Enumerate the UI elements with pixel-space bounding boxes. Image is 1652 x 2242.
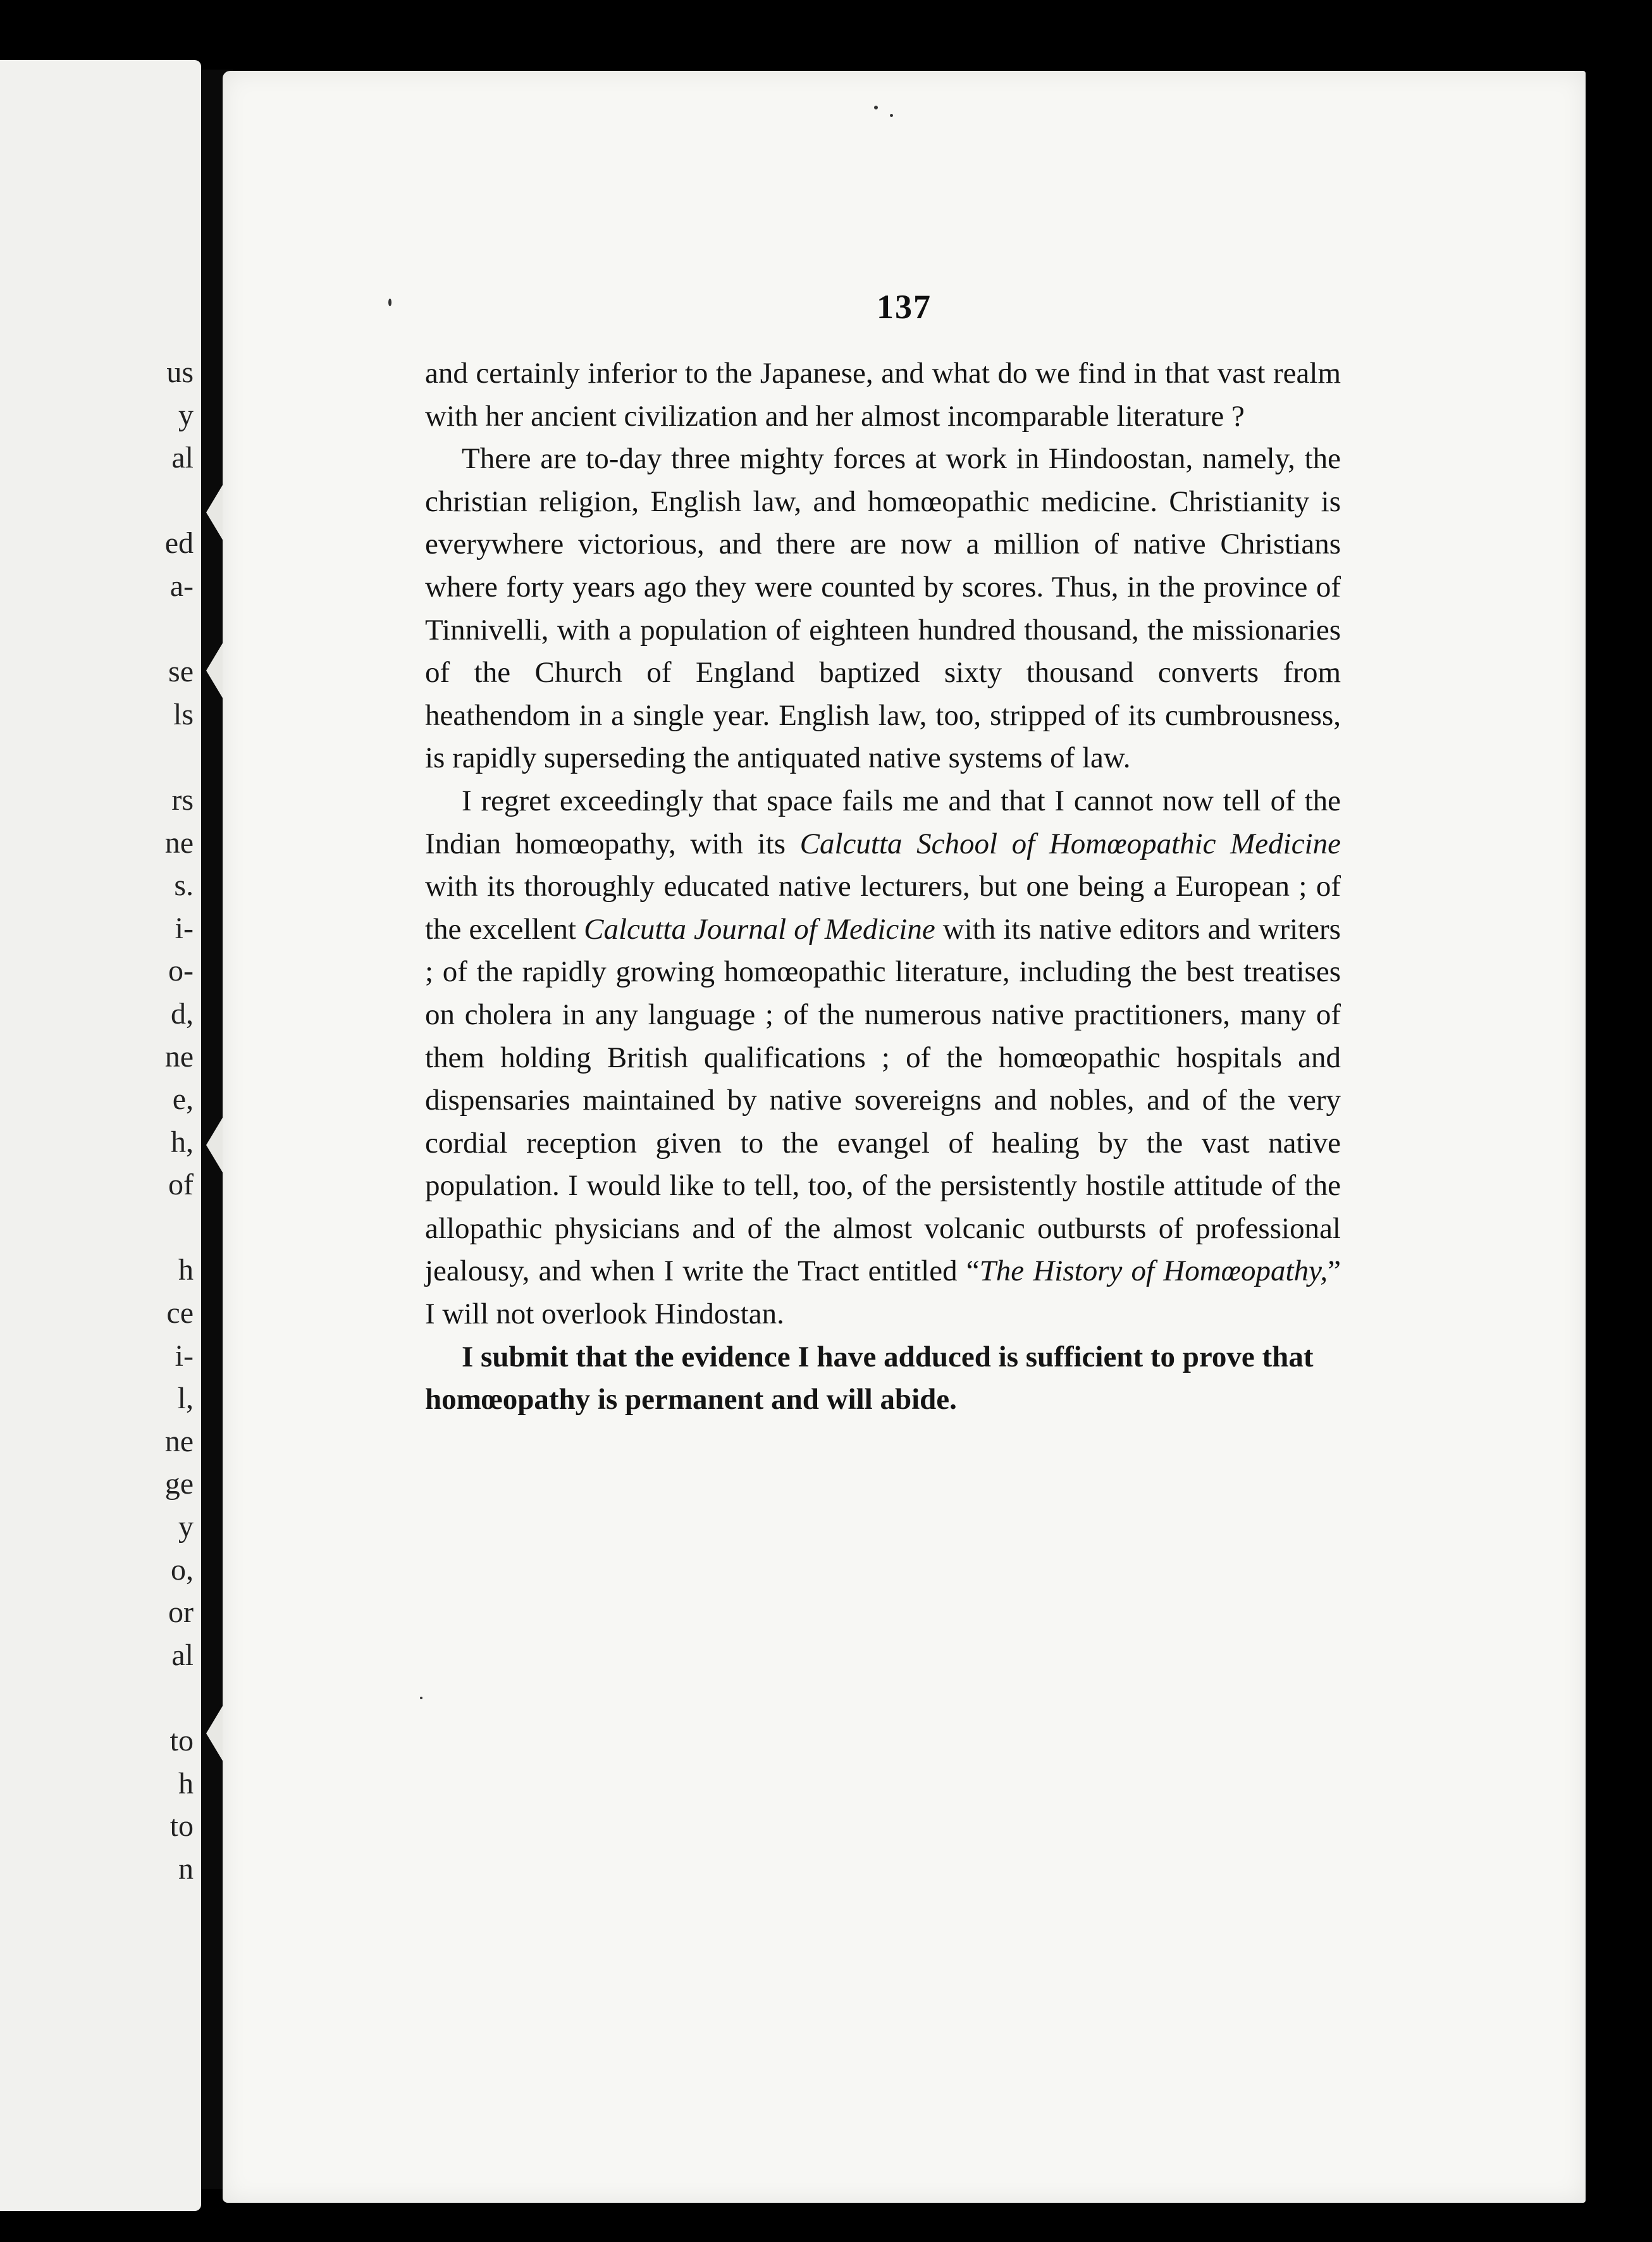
paragraph (425, 438, 1341, 780)
paper-speck (890, 114, 893, 117)
text-run: There are to-day three mighty forces at work in Hindoostan, namely, the christian religion, English law, and homœopathic medicine. Christianity is everywhere victorious, and there are now a million of native Christians where forty years ago they were counted by scores. Thus, in the province of Tinnivelli, with a population of eighteen hundred thousand, the missionaries of the Church of England baptized sixty thousand converts from heathendom in a single year. English law, too, stripped of its cumbrousness, is rapidly superseding the antiquated native systems of law. (425, 442, 1341, 775)
text-run: with its native editors and writers ; of the rapidly growing homœopathic literature, including the best treatises on cholera in any language ; of the numerous native practitioners, many of them holding British qualifications ; of the homœopathic hospitals and dispensaries maintained by native sovereigns and nobles, and of the very cordial reception given to the evangel of healing by the vast native population. I would like to tell, too, of the persistently hostile attitude of the allopathic physicians and of the almost volcanic outbursts of professional jealousy, and when I write the Tract entitled “ (425, 912, 1341, 1288)
text-run: with its thoroughly educated native lecturers, but one being a European ; of the excellent (425, 870, 1341, 946)
facing-page (0, 60, 201, 2211)
book-page (223, 71, 1586, 2203)
paragraph (425, 1336, 1341, 1421)
italic-title-text: Calcutta School of Homœopathic Medicine (799, 827, 1341, 860)
text-run: I regret exceedingly that space fails me and that I cannot now tell of the Indian homœopathy, with its (425, 784, 1341, 860)
facing-page-text-fragments: us y al ed a- se ls rs ne s. i- o- d, ne e, h, of h ce i- l, ne ge y o, or al to h to n (164, 356, 194, 1886)
text-run: I submit that the evidence I have adduced is sufficient to prove that homœopathy is permanent and will abide. (425, 1340, 1314, 1416)
paragraph (425, 780, 1341, 1336)
italic-title-text: The History of Homœopathy, (979, 1254, 1328, 1288)
paper-speck (874, 106, 878, 109)
body-text (425, 352, 1341, 1421)
paper-speck (420, 1697, 422, 1699)
italic-title-text: Calcutta Journal of Medicine (584, 912, 935, 946)
text-run: ” I will not overlook Hindostan. (425, 1254, 1341, 1331)
paragraph (425, 352, 1341, 438)
page-number: 137 (877, 288, 932, 326)
text-run: and certainly inferior to the Japanese, and what do we find in that vast realm with her ancient civilization and her almost incomparable literature ? (425, 357, 1341, 433)
